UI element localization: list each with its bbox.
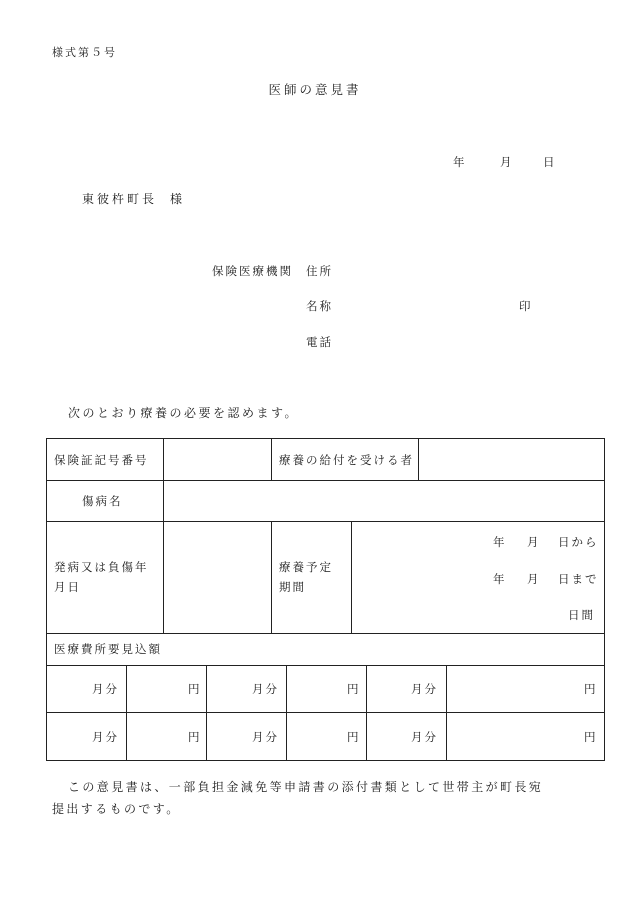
month-unit: 月分 bbox=[252, 730, 279, 744]
table-border-right bbox=[604, 438, 605, 761]
period-to-year: 年 bbox=[493, 572, 507, 586]
table-column-divider bbox=[418, 438, 419, 480]
period-from-month: 月 bbox=[527, 535, 541, 549]
table-column-divider bbox=[126, 665, 127, 761]
recipient-label: 療養の給付を受ける者 bbox=[279, 453, 414, 467]
period-to-month: 月 bbox=[527, 572, 541, 586]
table-row-divider bbox=[46, 712, 605, 713]
yen-unit: 円 bbox=[584, 682, 598, 696]
opinion-table bbox=[46, 438, 605, 761]
table-border-left bbox=[46, 438, 47, 761]
table-column-divider bbox=[271, 438, 272, 480]
month-unit: 月分 bbox=[92, 682, 119, 696]
period-to-day: 日まで bbox=[558, 572, 599, 586]
institution-label: 保険医療機関 bbox=[212, 264, 293, 278]
form-number: 様式第５号 bbox=[52, 46, 117, 59]
table-column-divider bbox=[366, 665, 367, 761]
table-column-divider bbox=[163, 438, 164, 521]
footer-note-line1: この意見書は、一部負担金減免等申請書の添付書類として世帯主が町長宛 bbox=[68, 780, 544, 794]
table-row-divider bbox=[46, 521, 605, 522]
table-border-bottom bbox=[46, 760, 605, 761]
table-row-divider bbox=[46, 480, 605, 481]
table-row-divider bbox=[46, 665, 605, 666]
addressee: 東彼杵町長 bbox=[82, 192, 158, 206]
month-unit: 月分 bbox=[92, 730, 119, 744]
period-from-year: 年 bbox=[493, 535, 507, 549]
footer-note-line2: 提出するものです。 bbox=[52, 802, 181, 816]
table-row-divider bbox=[46, 633, 605, 634]
medical-cost-estimate-label: 医療費所要見込額 bbox=[54, 642, 162, 656]
table-border-top bbox=[46, 438, 605, 439]
footer-note bbox=[52, 776, 543, 820]
injury-name-label: 傷病名 bbox=[82, 494, 123, 508]
table-column-divider bbox=[163, 521, 164, 633]
institution-address-label: 住所 bbox=[306, 264, 333, 278]
date-year-label: 年 bbox=[453, 155, 467, 169]
month-unit: 月分 bbox=[411, 730, 438, 744]
table-column-divider bbox=[206, 665, 207, 761]
seal-mark: 印 bbox=[519, 299, 533, 313]
month-unit: 月分 bbox=[411, 682, 438, 696]
date-day-label: 日 bbox=[543, 155, 557, 169]
onset-date-label-line1: 発病又は負傷年 bbox=[54, 560, 149, 574]
period-days: 日間 bbox=[568, 608, 595, 622]
lead-text: 次のとおり療養の必要を認めます。 bbox=[68, 406, 300, 420]
yen-unit: 円 bbox=[584, 730, 598, 744]
treatment-period-label-line1: 療養予定 bbox=[279, 560, 333, 574]
yen-unit: 円 bbox=[347, 730, 361, 744]
table-column-divider bbox=[286, 665, 287, 761]
institution-phone-label: 電話 bbox=[306, 335, 333, 349]
insurance-number-label: 保険証記号番号 bbox=[54, 453, 149, 467]
yen-unit: 円 bbox=[347, 682, 361, 696]
table-column-divider bbox=[351, 521, 352, 633]
yen-unit: 円 bbox=[188, 682, 202, 696]
date-month-label: 月 bbox=[500, 155, 514, 169]
yen-unit: 円 bbox=[188, 730, 202, 744]
institution-name-label: 名称 bbox=[306, 299, 333, 313]
onset-date-label-line2: 月日 bbox=[54, 580, 81, 594]
month-unit: 月分 bbox=[252, 682, 279, 696]
table-column-divider bbox=[271, 521, 272, 633]
treatment-period-label-line2: 期間 bbox=[279, 580, 306, 594]
document-title: 医師の意見書 bbox=[268, 82, 362, 97]
addressee-honorific: 様 bbox=[170, 192, 185, 206]
period-from-day: 日から bbox=[558, 535, 599, 549]
table-column-divider bbox=[446, 665, 447, 761]
